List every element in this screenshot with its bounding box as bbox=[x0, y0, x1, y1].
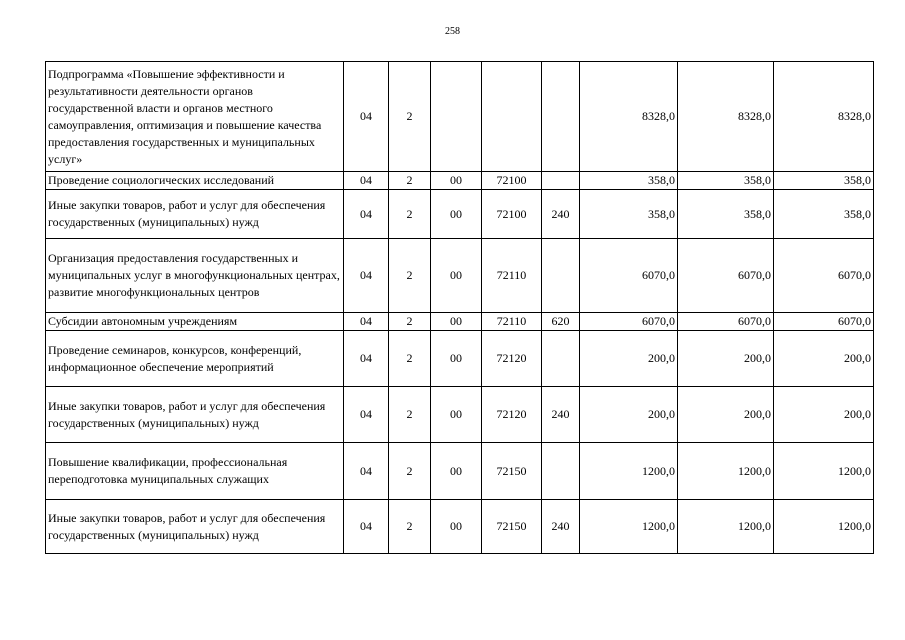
sum-year3: 200,0 bbox=[774, 387, 874, 443]
sum-year3: 358,0 bbox=[774, 172, 874, 190]
sum-year2: 8328,0 bbox=[678, 62, 774, 172]
expense-type-code bbox=[542, 331, 580, 387]
section-code: 04 bbox=[344, 387, 389, 443]
target-article-part1: 00 bbox=[431, 500, 482, 554]
target-article-part2: 72150 bbox=[482, 500, 542, 554]
subsection-code: 2 bbox=[389, 387, 431, 443]
target-article-part2: 72120 bbox=[482, 387, 542, 443]
sum-year3: 1200,0 bbox=[774, 443, 874, 500]
sum-year2: 6070,0 bbox=[678, 239, 774, 313]
table-row bbox=[46, 387, 874, 443]
sum-year1: 358,0 bbox=[580, 172, 678, 190]
row-name: Иные закупки товаров, работ и услуг для обеспечения государственных (муниципальных) нужд bbox=[46, 190, 344, 239]
expense-type-code: 240 bbox=[542, 500, 580, 554]
sum-year3: 358,0 bbox=[774, 190, 874, 239]
target-article-part2: 72100 bbox=[482, 190, 542, 239]
section-code: 04 bbox=[344, 500, 389, 554]
sum-year2: 1200,0 bbox=[678, 443, 774, 500]
sum-year3: 1200,0 bbox=[774, 500, 874, 554]
target-article-part2: 72110 bbox=[482, 313, 542, 331]
target-article-part2: 72110 bbox=[482, 239, 542, 313]
table-row bbox=[46, 443, 874, 500]
row-name: Субсидии автономным учреждениям bbox=[46, 313, 344, 331]
target-article-part1: 00 bbox=[431, 443, 482, 500]
target-article-part2: 72150 bbox=[482, 443, 542, 500]
target-article-part1: 00 bbox=[431, 331, 482, 387]
subsection-code: 2 bbox=[389, 172, 431, 190]
expense-type-code bbox=[542, 172, 580, 190]
table-row bbox=[46, 500, 874, 554]
sum-year1: 358,0 bbox=[580, 190, 678, 239]
row-name: Повышение квалификации, профессиональная переподготовка муниципальных служащих bbox=[46, 443, 344, 500]
sum-year3: 6070,0 bbox=[774, 239, 874, 313]
section-code: 04 bbox=[344, 62, 389, 172]
target-article-part2: 72100 bbox=[482, 172, 542, 190]
target-article-part1: 00 bbox=[431, 387, 482, 443]
page-number: 258 bbox=[445, 26, 460, 37]
table-row bbox=[46, 62, 874, 172]
section-code: 04 bbox=[344, 313, 389, 331]
subsection-code: 2 bbox=[389, 500, 431, 554]
table-row bbox=[46, 331, 874, 387]
section-code: 04 bbox=[344, 190, 389, 239]
sum-year3: 6070,0 bbox=[774, 313, 874, 331]
target-article-part1: 00 bbox=[431, 239, 482, 313]
target-article-part1: 00 bbox=[431, 190, 482, 239]
target-article-part1 bbox=[431, 62, 482, 172]
section-code: 04 bbox=[344, 239, 389, 313]
expense-type-code bbox=[542, 239, 580, 313]
section-code: 04 bbox=[344, 443, 389, 500]
target-article-part1: 00 bbox=[431, 172, 482, 190]
subsection-code: 2 bbox=[389, 190, 431, 239]
subsection-code: 2 bbox=[389, 331, 431, 387]
row-name: Проведение социологических исследований bbox=[46, 172, 344, 190]
sum-year1: 200,0 bbox=[580, 331, 678, 387]
table-row bbox=[46, 190, 874, 239]
target-article-part1: 00 bbox=[431, 313, 482, 331]
row-name: Иные закупки товаров, работ и услуг для обеспечения государственных (муниципальных) нужд bbox=[46, 500, 344, 554]
row-name: Организация предоставления государственных и муниципальных услуг в многофункциональных центрах, развитие многофункциональных центров bbox=[46, 239, 344, 313]
sum-year1: 6070,0 bbox=[580, 313, 678, 331]
row-name: Подпрограмма «Повышение эффективности и результативности деятельности органов государственной власти и органов местного самоуправления, оптимизация и повышение качества предоставления государственных и муниципальных услуг» bbox=[46, 62, 344, 172]
sum-year2: 6070,0 bbox=[678, 313, 774, 331]
sum-year1: 1200,0 bbox=[580, 500, 678, 554]
row-name: Проведение семинаров, конкурсов, конференций, информационное обеспечение мероприятий bbox=[46, 331, 344, 387]
sum-year1: 200,0 bbox=[580, 387, 678, 443]
expense-type-code: 240 bbox=[542, 387, 580, 443]
sum-year1: 6070,0 bbox=[580, 239, 678, 313]
row-name: Иные закупки товаров, работ и услуг для обеспечения государственных (муниципальных) нужд bbox=[46, 387, 344, 443]
sum-year1: 1200,0 bbox=[580, 443, 678, 500]
table-row bbox=[46, 172, 874, 190]
section-code: 04 bbox=[344, 331, 389, 387]
target-article-part2 bbox=[482, 62, 542, 172]
table-row bbox=[46, 239, 874, 313]
expense-type-code bbox=[542, 62, 580, 172]
sum-year2: 200,0 bbox=[678, 387, 774, 443]
subsection-code: 2 bbox=[389, 239, 431, 313]
expense-type-code: 620 bbox=[542, 313, 580, 331]
sum-year2: 1200,0 bbox=[678, 500, 774, 554]
expense-type-code bbox=[542, 443, 580, 500]
sum-year2: 358,0 bbox=[678, 190, 774, 239]
sum-year3: 200,0 bbox=[774, 331, 874, 387]
subsection-code: 2 bbox=[389, 443, 431, 500]
table-row bbox=[46, 313, 874, 331]
section-code: 04 bbox=[344, 172, 389, 190]
sum-year2: 358,0 bbox=[678, 172, 774, 190]
sum-year2: 200,0 bbox=[678, 331, 774, 387]
budget-table bbox=[45, 61, 874, 554]
expense-type-code: 240 bbox=[542, 190, 580, 239]
target-article-part2: 72120 bbox=[482, 331, 542, 387]
sum-year3: 8328,0 bbox=[774, 62, 874, 172]
sum-year1: 8328,0 bbox=[580, 62, 678, 172]
subsection-code: 2 bbox=[389, 313, 431, 331]
subsection-code: 2 bbox=[389, 62, 431, 172]
